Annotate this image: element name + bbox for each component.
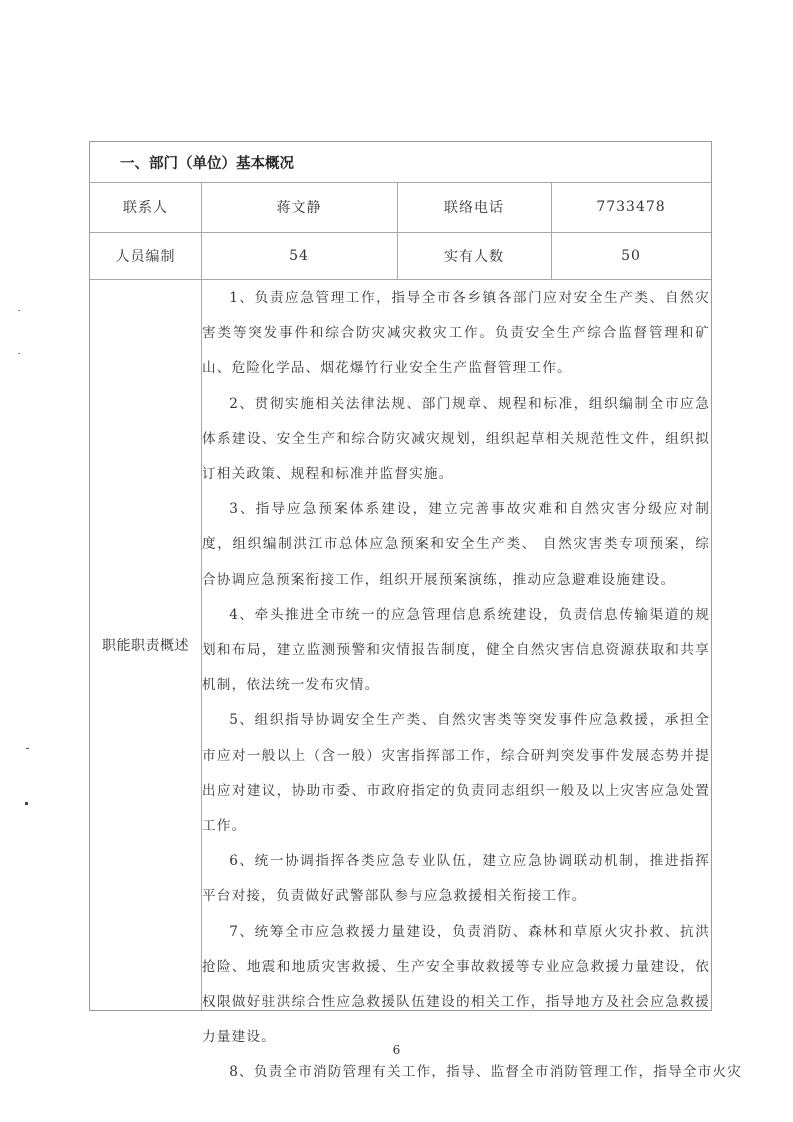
duty-item: 5、组织指导协调安全生产类、自然灾害类等突发事件应急救援，承担全市应对一般以上（含一般）灾害指挥部工作，综合研判突发事件发展态势并提出应对建议，协助市委、市政府指定的负责同志组织一般及以上灾害应急处置工作。 xyxy=(202,712,710,835)
duty-item: 1、负责应急管理工作，指导全市各乡镇各部门应对安全生产类、自然灾害类等突发事件和综合防灾减灾救灾工作。负责安全生产综合监督管理和矿山、危险化学品、烟花爆竹行业安全生产监督管理工作。 xyxy=(202,290,710,377)
contact-value: 蒋文静 xyxy=(276,200,322,216)
staff-quota-value: 54 xyxy=(289,247,309,264)
section-title: 一、部门（单位）基本概况 xyxy=(120,155,294,172)
duties-label: 职能职责概述 xyxy=(102,638,189,654)
duty-item: 7、统筹全市应急救援力量建设，负责消防、森林和草原火灾扑救、抗洪抢险、地震和地质灾害救援、生产安全事故救援等专业应急救援力量建设，依权限做好驻洪综合性应急救援队伍建设的相关工作，指导地方及社会应急救援力量建设。 xyxy=(202,923,710,1046)
duty-item: 4、牵头推进全市统一的应急管理信息系统建设，负责信息传输渠道的规划和布局，建立监测预警和灾情报告制度，健全自然灾害信息资源获取和共享机制，依法统一发布灾情。 xyxy=(202,606,710,694)
scan-speck xyxy=(18,310,20,311)
phone-label: 联络电话 xyxy=(444,200,504,216)
duty-item: 8、负责全市消防管理有关工作，指导、监督全市消防管理工作，指导全市火灾 xyxy=(229,1064,743,1081)
duties-text xyxy=(202,281,743,1091)
actual-staff-label: 实有人数 xyxy=(444,248,504,265)
scan-speck xyxy=(25,802,28,805)
basic-info-table xyxy=(89,141,743,1081)
contact-label: 联系人 xyxy=(123,200,168,216)
staff-quota-label: 人员编制 xyxy=(115,248,176,265)
actual-staff-value: 50 xyxy=(621,247,641,264)
scan-speck xyxy=(26,748,29,749)
duty-item: 2、贯彻实施相关法律法规、部门规章、规程和标准，组织编制全市应急体系建设、安全生产和综合防灾减灾规划，组织起草相关规范性文件，组织拟订相关政策、规程和标准并监督实施。 xyxy=(202,395,710,483)
duty-item: 3、指导应急预案体系建设，建立完善事故灾难和自然灾害分级应对制度，组织编制洪江市总体应急预案和安全生产类、 自然灾害类专项预案，综合协调应急预案衔接工作，组织开展预案演练，推动应急避难设施建设。 xyxy=(202,501,710,588)
scan-speck xyxy=(18,353,20,354)
page-number: 6 xyxy=(392,1043,401,1057)
phone-value: 7733478 xyxy=(596,199,666,215)
duty-item: 6、统一协调指挥各类应急专业队伍，建立应急协调联动机制，推进指挥平台对接，负责做好武警部队参与应急救援相关衔接工作。 xyxy=(202,853,710,905)
